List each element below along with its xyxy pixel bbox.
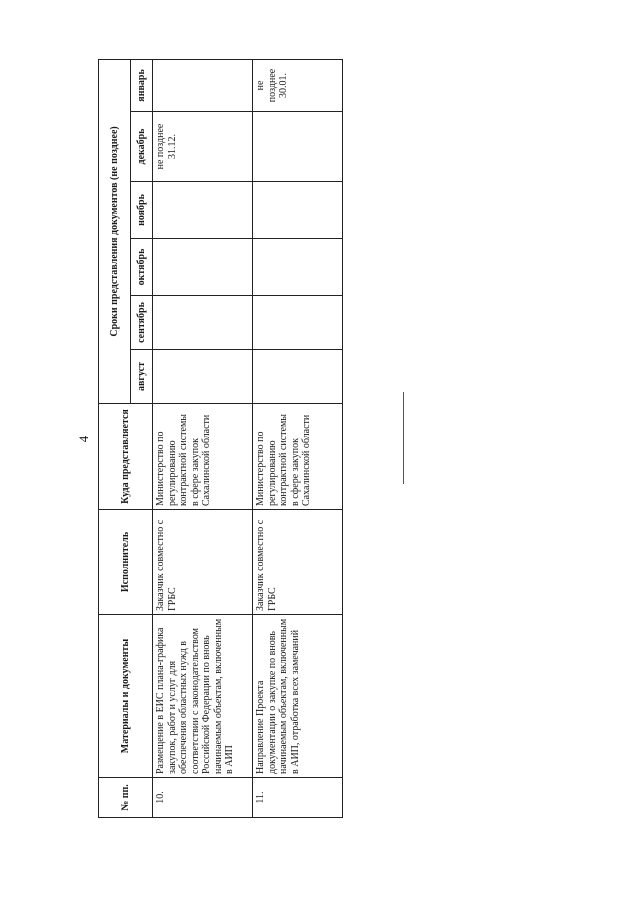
header-month-october: октябрь (131, 239, 153, 296)
header-month-november: ноябрь (131, 182, 153, 239)
row-materials: Размещение в ЕИС плана-графика закупок, работ и услуг для обеспечения областных нужд в соответствии с законодательством Российской Федерации по вновь начинаемым объектам, включенным в АИП (153, 615, 253, 778)
header-month-december: декабрь (131, 112, 153, 182)
separator-line (403, 392, 404, 484)
table-row (253, 59, 343, 817)
row-month-october (153, 239, 253, 296)
header-month-january: январь (131, 59, 153, 111)
row-month-august (253, 350, 343, 404)
row-num: 11. (253, 778, 343, 818)
table-row (153, 59, 253, 817)
row-executor: Заказчик совместно с ГРБС (153, 510, 253, 615)
row-materials: Направление Проекта документации о закупке по вновь начинаемым объектам, включенным в АИП, отработка всех замечаний (253, 615, 343, 778)
deadlines-table (98, 59, 343, 818)
header-materials: Материалы и документы (99, 615, 153, 778)
header-destination: Куда представляется (99, 404, 153, 510)
row-month-december (253, 112, 343, 182)
header-month-august: август (131, 350, 153, 404)
row-destination: Министерство по регулированию контрактной системы в сфере закупок Сахалинской области (153, 404, 253, 510)
row-destination: Министерство по регулированию контрактной системы в сфере закупок Сахалинской области (253, 404, 343, 510)
row-num: 10. (153, 778, 253, 818)
header-executor: Исполнитель (99, 510, 153, 615)
header-deadlines-group: Сроки представления документов (не позднее) (99, 59, 131, 403)
row-month-august (153, 350, 253, 404)
header-month-september: сентябрь (131, 296, 153, 350)
row-month-september (253, 296, 343, 350)
row-month-december: не позднее 31.12. (153, 112, 253, 182)
row-executor: Заказчик совместно с ГРБС (253, 510, 343, 615)
row-month-november (153, 182, 253, 239)
rotated-table-container (98, 60, 342, 818)
row-month-january: не позднее 30.01. (253, 59, 343, 111)
row-month-january (153, 59, 253, 111)
page-number: 4 (76, 435, 91, 443)
row-month-november (253, 182, 343, 239)
header-num: № пп. (99, 778, 153, 818)
row-month-september (153, 296, 253, 350)
row-month-october (253, 239, 343, 296)
